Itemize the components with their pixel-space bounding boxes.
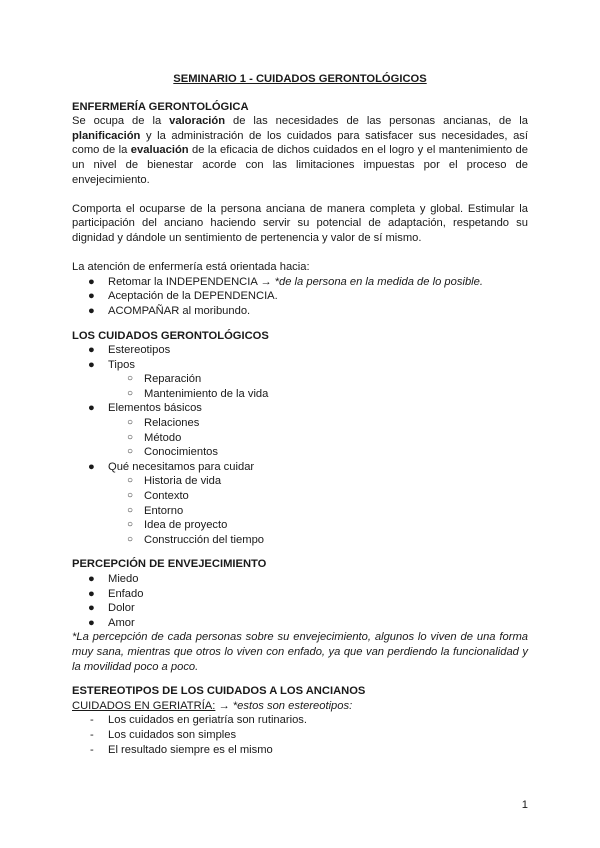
- text-run: de las necesidades de las personas ancianas, de la: [225, 115, 529, 128]
- bullet-icon: ●: [88, 616, 95, 629]
- list-item-text: Método: [144, 431, 182, 444]
- circle-bullet-icon: ○: [127, 533, 134, 545]
- circle-bullet-icon: ○: [127, 490, 134, 502]
- list-item-text: El resultado siempre es el mismo: [108, 743, 273, 756]
- text-run: Se ocupa de la: [72, 115, 170, 128]
- subheading-note: → *estos son estereotipos:: [215, 699, 353, 712]
- dash-bullet-icon: -: [90, 728, 94, 741]
- list-item-text: Tipos: [108, 358, 135, 371]
- list-item: [72, 289, 528, 304]
- bullet-icon: ●: [88, 290, 95, 303]
- paragraph-atencion-intro: La atención de enfermería está orientada hacia:: [72, 261, 310, 274]
- text-run: y la administración de los cuidados para satisfacer sus necesidades, así como de la: [72, 129, 528, 157]
- text-run: de la eficacia de dichos cuidados en el logro y el mantenimiento de un nivel de bienestar acorde con las limitaciones impuestas por el proceso de envejecimiento.: [72, 144, 528, 186]
- list-item: [72, 587, 528, 602]
- list-item: [72, 275, 528, 290]
- list-estereotipos: [72, 713, 528, 757]
- bold-evaluacion: evaluación: [130, 144, 189, 157]
- heading-estereotipos-cuidados: ESTEREOTIPOS DE LOS CUIDADOS A LOS ANCIANOS: [72, 685, 366, 698]
- list-item: [72, 358, 528, 373]
- list-item: [72, 572, 528, 587]
- list-item-text: Retomar la INDEPENDENCIA →: [108, 275, 275, 288]
- list-item: [72, 460, 528, 475]
- circle-bullet-icon: ○: [127, 431, 134, 443]
- note-percepcion: *La percepción de cada personas sobre su envejecimiento, algunos lo viven de una forma muy sana, mientras que otros lo viven con enfado, ya que van perdiendo la funcionalidad y la movilidad poco a poco.: [72, 631, 528, 673]
- list-item-text: Idea de proyecto: [144, 519, 228, 532]
- paragraph-comporta: Comporta el ocuparse de la persona anciana de manera completa y global. Estimular la participación del anciano haciendo servir su potencial de adaptación, respetando su dignidad y dándole un sentimiento de pertenencia y valor de sí mismo.: [72, 202, 528, 244]
- list-item-text: Conocimientos: [144, 446, 218, 459]
- bullet-icon: ●: [88, 573, 95, 585]
- list-item: [72, 728, 528, 743]
- subheading-cuidados-geriatria: [72, 699, 528, 714]
- circle-bullet-icon: ○: [127, 417, 134, 429]
- list-item-text: Aceptación de la DEPENDENCIA.: [108, 290, 278, 303]
- list-cuidados: [72, 343, 528, 547]
- sub-list-item: [72, 387, 528, 402]
- list-item-text: Los cuidados son simples: [108, 728, 237, 741]
- sub-list-item: [72, 416, 528, 431]
- list-item-text: Amor: [108, 616, 135, 629]
- bullet-icon: ●: [88, 275, 95, 288]
- list-item-text: Qué necesitamos para cuidar: [108, 460, 255, 473]
- subheading-underlined: CUIDADOS EN GERIATRÍA:: [72, 699, 216, 712]
- document-page: [72, 72, 528, 757]
- sub-list-item: [72, 431, 528, 446]
- list-item-text: Dolor: [108, 602, 135, 615]
- page-number: 1: [521, 799, 528, 811]
- list-item: [72, 601, 528, 616]
- list-item-text: ACOMPAÑAR al moribundo.: [108, 304, 251, 317]
- sub-list-item: [72, 533, 528, 548]
- bullet-icon: ●: [88, 358, 95, 371]
- list-item: [72, 343, 528, 358]
- document-title: SEMINARIO 1 - CUIDADOS GERONTOLÓGICOS: [173, 73, 427, 85]
- bullet-icon: ●: [88, 602, 95, 615]
- list-item-text: Contexto: [144, 490, 189, 503]
- bullet-icon: ●: [88, 587, 95, 600]
- list-item: [72, 743, 528, 758]
- circle-bullet-icon: ○: [127, 504, 134, 516]
- list-item-text: Miedo: [108, 573, 139, 585]
- sub-list-item: [72, 518, 528, 533]
- list-item-text: Construcción del tiempo: [144, 533, 265, 546]
- sub-list-item: [72, 504, 528, 519]
- dash-bullet-icon: -: [90, 743, 94, 756]
- sub-list-item: [72, 474, 528, 489]
- list-item-text: Reparación: [144, 373, 202, 386]
- heading-percepcion-envejecimiento: PERCEPCIÓN DE ENVEJECIMIENTO: [72, 558, 267, 571]
- list-item-text: Elementos básicos: [108, 402, 202, 415]
- list-item: [72, 616, 528, 631]
- heading-enfermeria-gerontologica: ENFERMERÍA GERONTOLÓGICA: [72, 100, 249, 113]
- list-percepcion: [72, 572, 528, 630]
- circle-bullet-icon: ○: [127, 475, 134, 487]
- list-item-note: *de la persona en la medida de lo posible.: [274, 275, 483, 288]
- list-item: [72, 713, 528, 728]
- circle-bullet-icon: ○: [127, 519, 134, 531]
- bold-planificacion: planificación: [72, 129, 141, 142]
- list-item: [72, 304, 528, 319]
- list-item-text: Mantenimiento de la vida: [144, 387, 269, 400]
- dash-bullet-icon: -: [90, 714, 94, 727]
- list-item-text: Enfado: [108, 587, 144, 600]
- list-item-text: Los cuidados en geriatría son rutinarios.: [108, 714, 308, 727]
- sub-list-item: [72, 489, 528, 504]
- list-atencion: [72, 275, 528, 319]
- sub-list-item: [72, 372, 528, 387]
- list-item-text: Historia de vida: [144, 475, 222, 488]
- bullet-icon: ●: [88, 344, 95, 357]
- bullet-icon: ●: [88, 304, 95, 317]
- bullet-icon: ●: [88, 460, 95, 473]
- list-item: [72, 401, 528, 416]
- list-item-text: Estereotipos: [108, 344, 171, 357]
- list-item-text: Relaciones: [144, 417, 200, 430]
- circle-bullet-icon: ○: [127, 373, 134, 385]
- bold-valoracion: valoración: [169, 115, 226, 128]
- heading-cuidados-gerontologicos: LOS CUIDADOS GERONTOLÓGICOS: [72, 329, 269, 342]
- paragraph-definition: [72, 114, 528, 187]
- circle-bullet-icon: ○: [127, 387, 134, 399]
- bullet-icon: ●: [88, 402, 95, 415]
- sub-list-item: [72, 445, 528, 460]
- list-item-text: Entorno: [144, 504, 184, 517]
- circle-bullet-icon: ○: [127, 446, 134, 458]
